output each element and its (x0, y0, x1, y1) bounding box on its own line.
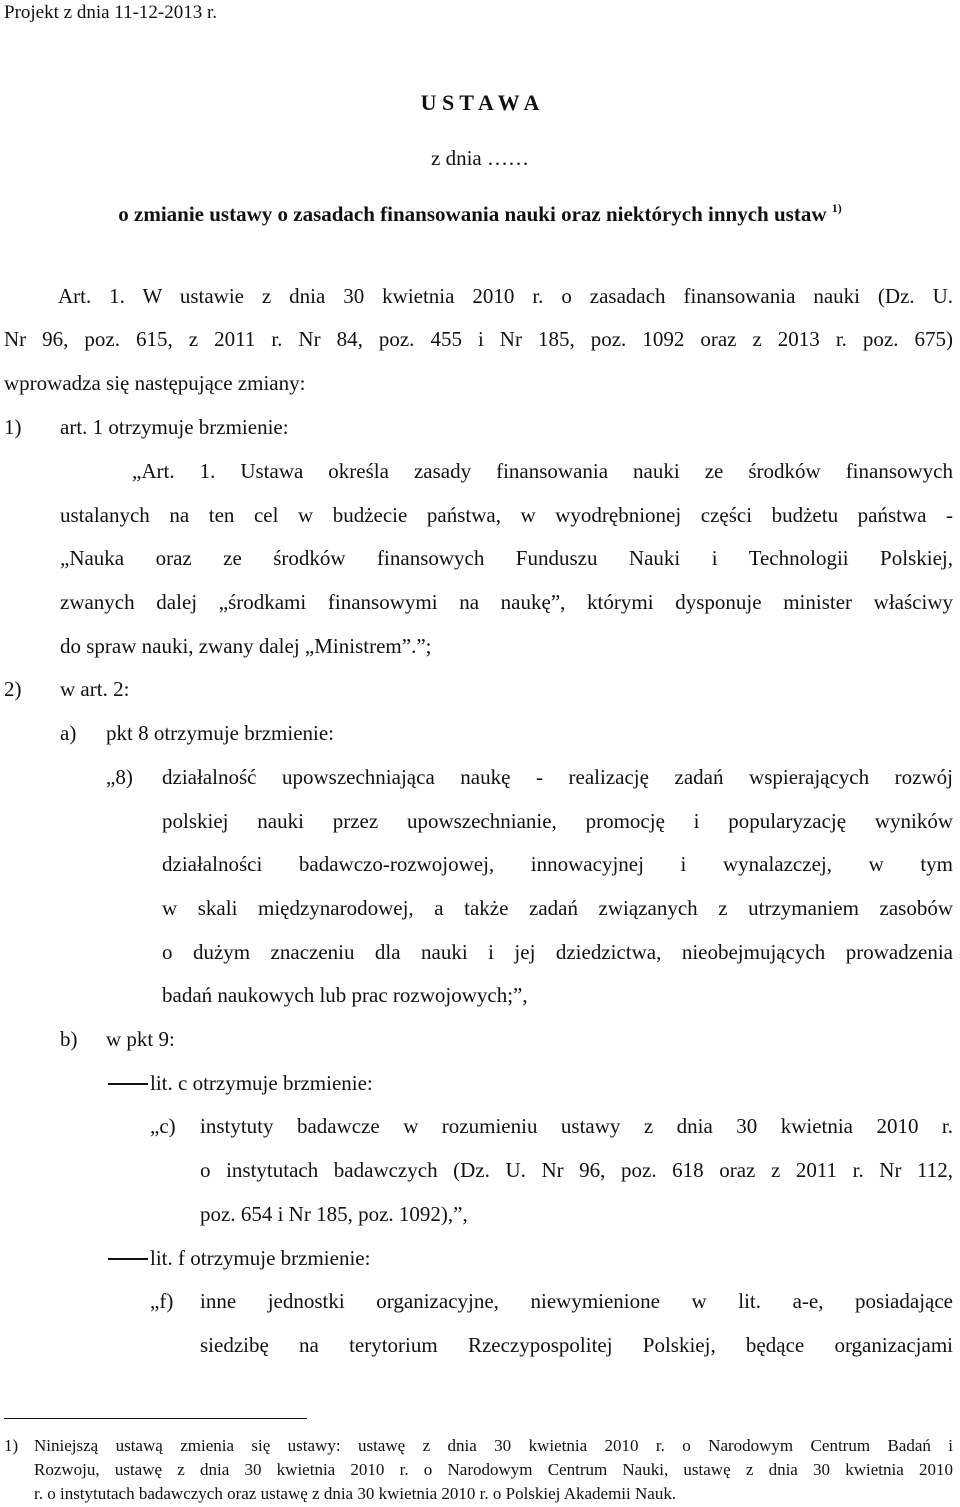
footnote-label: 1) (4, 1436, 19, 1455)
date-line: z dnia …… (431, 146, 529, 170)
pkt8-line-2: polskiej nauki przez upowszechnianie, promocję i popularyzację wyników (162, 809, 953, 833)
art1-intro-line-3: wprowadza się następujące zmiany: (4, 371, 306, 395)
c-label: „c) (150, 1114, 176, 1138)
pkt8-line-1: działalność upowszechniająca naukę - realizację zadań wspierających rozwój (162, 765, 953, 789)
art1-intro-line-1: Art. 1. W ustawie z dnia 30 kwietnia 2010 r. o zasadach finansowania nauki (Dz. U. (58, 284, 953, 308)
f-line-2: siedzibę na terytorium Rzeczypospolitej Polskiej, będące organizacjami (200, 1333, 953, 1357)
lit-f-text: lit. f otrzymuje brzmienie: (150, 1246, 371, 1270)
art1-intro-line-2: Nr 96, poz. 615, z 2011 r. Nr 84, poz. 455 i Nr 185, poz. 1092 oraz z 2013 r. poz. 675) (4, 327, 953, 351)
point-b-label: b) (60, 1027, 78, 1051)
document-subtitle (0, 201, 960, 227)
point-a-text: pkt 8 otrzymuje brzmienie: (106, 721, 335, 745)
quote-line-4: zwanych dalej „środkami finansowymi na naukę”, którymi dysponuje minister właściwy (60, 590, 953, 614)
f-line-1: inne jednostki organizacyjne, niewymienione w lit. a-e, posiadające (200, 1289, 953, 1313)
dash-bullet (108, 1083, 148, 1085)
pkt8-label: „8) (106, 765, 133, 789)
pkt8-line-5: o dużym znaczeniu dla nauki i jej dziedzictwa, nieobejmujących prowadzenia (162, 940, 953, 964)
pkt8-line-3: działalności badawczo-rozwojowej, innowacyjnej i wynalazczej, w tym (162, 852, 953, 876)
lit-c-text: lit. c otrzymuje brzmienie: (150, 1071, 373, 1095)
c-line-3: poz. 654 i Nr 185, poz. 1092),”, (200, 1202, 468, 1226)
dash-bullet (108, 1258, 148, 1260)
project-label: Projekt z dnia 11-12-2013 r. (4, 2, 218, 23)
point2-text: w art. 2: (60, 677, 130, 701)
quote-line-2: ustalanych na ten cel w budżecie państwa, w wyodrębnionej części budżetu państwa - (60, 503, 953, 527)
pkt8-line-6: badań naukowych lub prac rozwojowych;”, (162, 983, 528, 1007)
document-title: U S T A W A (420, 90, 540, 115)
footnote-line-1: Niniejszą ustawą zmienia się ustawy: ustawę z dnia 30 kwietnia 2010 r. o Narodowym Centrum Badań i (34, 1436, 953, 1455)
f-label: „f) (150, 1289, 174, 1313)
point-a-label: a) (60, 721, 77, 745)
point-b-text: w pkt 9: (106, 1027, 175, 1051)
point1-label: 1) (4, 415, 22, 439)
c-line-1: instytuty badawcze w rozumieniu ustawy z dnia 30 kwietnia 2010 r. (200, 1114, 953, 1138)
footnote-separator (4, 1418, 307, 1419)
quote-line-3: „Nauka oraz ze środków finansowych Funduszu Nauki i Technologii Polskiej, (60, 546, 953, 570)
footnote-line-3: r. o instytutach badawczych oraz ustawę z dnia 30 kwietnia 2010 r. o Polskiej Akademii Nauk. (34, 1484, 677, 1503)
quote-line-1: „Art. 1. Ustawa określa zasady finansowania nauki ze środków finansowych (132, 459, 953, 483)
point1-text: art. 1 otrzymuje brzmienie: (60, 415, 289, 439)
pkt8-line-4: w skali międzynarodowej, a także zadań związanych z utrzymaniem zasobów (162, 896, 953, 920)
point2-label: 2) (4, 677, 22, 701)
subtitle-footnote-mark: 1) (831, 201, 842, 215)
c-line-2: o instytutach badawczych (Dz. U. Nr 96, poz. 618 oraz z 2011 r. Nr 112, (200, 1158, 953, 1182)
footnote-line-2: Rozwoju, ustawę z dnia 30 kwietnia 2010 r. o Narodowym Centrum Nauki, ustawę z dnia 30 kwietnia 2010 (34, 1460, 953, 1479)
subtitle-text: o zmianie ustawy o zasadach finansowania nauki oraz niektórych innych ustaw (118, 202, 827, 226)
quote-line-5: do spraw nauki, zwany dalej „Ministrem”.”; (60, 634, 432, 658)
